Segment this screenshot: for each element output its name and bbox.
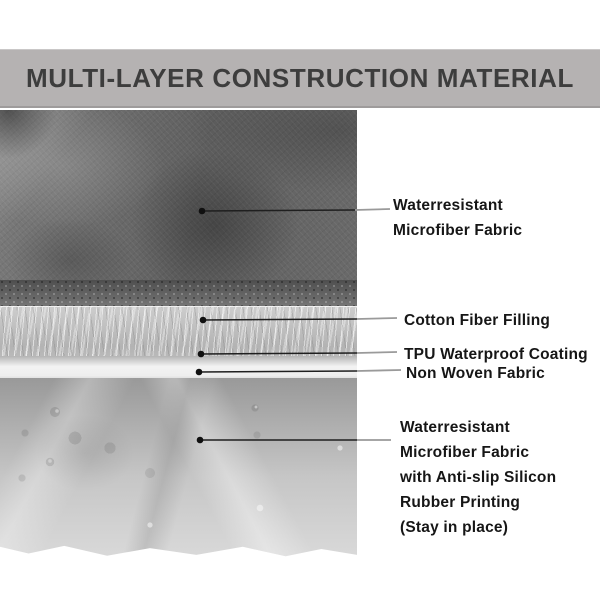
leader-line-top-fabric — [202, 210, 355, 211]
leader-line-top-fabric-tail — [355, 209, 390, 210]
label-top-microfiber-fabric — [393, 193, 522, 243]
leader-dot-top-fabric — [199, 208, 206, 215]
label-line: Rubber Printing — [400, 494, 521, 511]
label-line: (Stay in place) — [400, 519, 509, 536]
label-line: Cotton Fiber Filling — [404, 312, 551, 329]
leader-dot-tpu — [198, 351, 205, 358]
label-line: with Anti-slip Silicon — [400, 469, 557, 486]
leader-line-cotton-tail — [357, 318, 397, 319]
label-bottom-microfiber-fabric — [400, 415, 556, 540]
leader-dot-nonwoven — [196, 369, 203, 376]
leader-dot-cotton — [200, 317, 207, 324]
label-line: Microfiber Fabric — [393, 222, 523, 239]
leader-dot-bottom-fabric — [197, 437, 204, 444]
leader-line-tpu-tail — [357, 352, 397, 353]
label-line: Waterresistant — [393, 197, 503, 214]
label-non-woven-fabric — [406, 361, 545, 386]
label-cotton-fiber-filling — [404, 308, 550, 333]
leader-line-cotton — [203, 319, 357, 320]
label-line: Non Woven Fabric — [406, 365, 545, 382]
page-title: MULTI-LAYER CONSTRUCTION MATERIAL — [26, 62, 574, 93]
label-line: TPU Waterproof Coating — [404, 346, 588, 363]
leader-line-nonwoven — [199, 371, 357, 372]
label-line: Waterresistant — [400, 419, 510, 436]
label-line: Microfiber Fabric — [400, 444, 530, 461]
leader-line-tpu — [201, 353, 357, 354]
leader-line-nonwoven-tail — [357, 370, 401, 371]
